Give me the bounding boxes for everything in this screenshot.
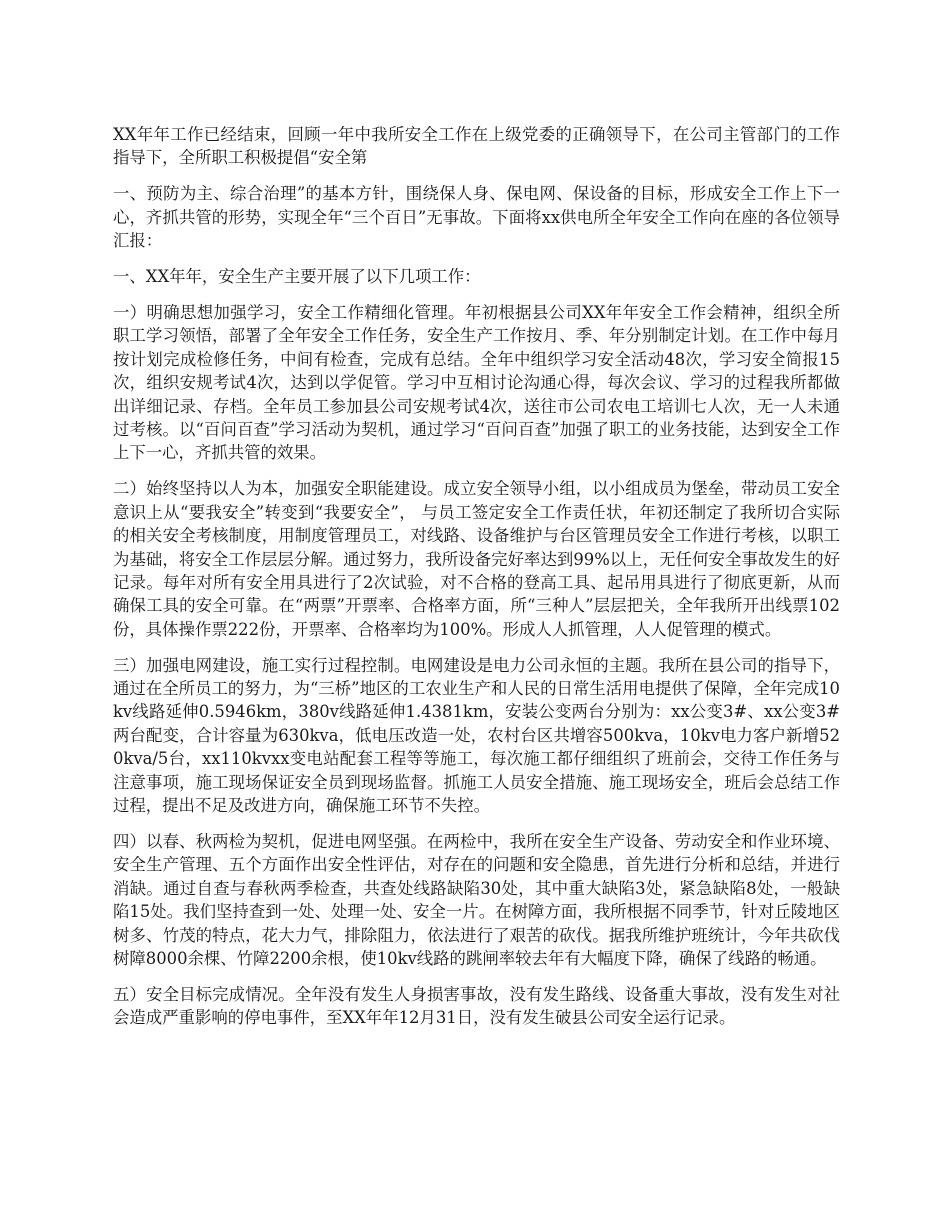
item-3-paragraph: 三）加强电网建设，施工实行过程控制。电网建设是电力公司永恒的主题。我所在县公司的指导下，通过在全所员工的努力，为“三桥”地区的工农业生产和人民的日常生活用电提供了保障，全年完成10kv线路延伸0.5946km，380v线路延伸1.4381km，安装公变两台分别为：xx公变3#、xx公变3#两台配变，合计容量为630kva，低电压改造一处，农村台区共增容500kva，10kv电力客户新增520kva/5台，xx110kvxx变电站配套工程等等施工，每次施工都仔细组织了班前会，交待工作任务与注意事项，施工现场保证安全员到现场监督。抓施工人员安全措施、施工现场安全，班后会总结工作过程，提出不足及改进方向，确保施工环节不失控。 [113, 655, 840, 816]
section-heading: 一、XX年年，安全生产主要开展了以下几项工作： [113, 267, 481, 287]
item-2-paragraph: 二）始终坚持以人为本，加强安全职能建设。成立安全领导小组，以小组成员为堡垒，带动员工安全意识上从“要我安全”转变到“我要安全”， 与员工签定安全工作责任状，年初还制定了我所切合实际的相关安全考核制度，用制度管理员工，对线路、设备维护与台区管理员安全工作进行考核，以职工为基础，将安全工作层层分解。通过努力，我所设备完好率达到99%以上，无任何安全事故发生的好记录。每年对所有安全用具进行了2次试验，对不合格的登高工具、起吊用具进行了彻底更新，从而确保工具的安全可靠。在“两票”开票率、合格率方面，所“三种人”层层把关，全年我所开出线票102份，具体操作票222份，开票率、合格率均为100%。形成人人抓管理，人人促管理的模式。 [113, 479, 840, 639]
policy-paragraph: 一、预防为主、综合治理”的基本方针，围绕保人身、保电网、保设备的目标，形成安全工作上下一心，齐抓共管的形势，实现全年“三个百日”无事故。下面将xx供电所全年安全工作向在座的各位领导汇报： [113, 184, 840, 251]
document-body [113, 123, 840, 1042]
item-1-paragraph: 一）明确思想加强学习，安全工作精细化管理。年初根据县公司XX年年安全工作会精神，组织全所职工学习领悟，部署了全年安全工作任务，安全生产工作按月、季、年分别制定计划。在工作中每月按计划完成检修任务，中间有检查，完成有总结。全年中组织学习安全活动48次，学习安全简报15次，组织安规考试4次，达到以学促管。学习中互相讨论沟通心得，每次会议、学习的过程我所都做出详细记录、存档。全年员工参加县公司安规考试4次，送往市公司农电工培训七人次，无一人未通过考核。以“百问百查”学习活动为契机，通过学习“百问百查”加强了职工的业务技能，达到安全工作上下一心，齐抓共管的效果。 [113, 302, 840, 463]
item-4-paragraph: 四）以春、秋两检为契机，促进电网坚强。在两检中，我所在安全生产设备、劳动安全和作业环境、安全生产管理、五个方面作出安全性评估，对存在的问题和安全隐患，首先进行分析和总结，并进行消缺。通过自查与春秋两季检查，共查处线路缺陷30处，其中重大缺陷3处，紧急缺陷8处，一般缺陷15处。我们坚持查到一处、处理一处、安全一片。在树障方面，我所根据不同季节，针对丘陵地区树多、竹茂的特点，花大力气，排除阻力，依法进行了艰苦的砍伐。据我所维护班统计，今年共砍伐树障8000余棵、竹障2200余根，使10kv线路的跳闸率较去年有大幅度下降，确保了线路的畅通。 [113, 831, 840, 968]
intro-paragraph: XX年年工作已经结束，回顾一年中我所安全工作在上级党委的正确领导下，在公司主管部门的工作指导下，全所职工积极提倡“安全第 [113, 125, 840, 168]
item-5-paragraph: 五）安全目标完成情况。全年没有发生人身损害事故，没有发生路线、设备重大事故，没有发生对社会造成严重影响的停电事件，至XX年年12月31日，没有发生破县公司安全运行记录。 [113, 984, 840, 1028]
